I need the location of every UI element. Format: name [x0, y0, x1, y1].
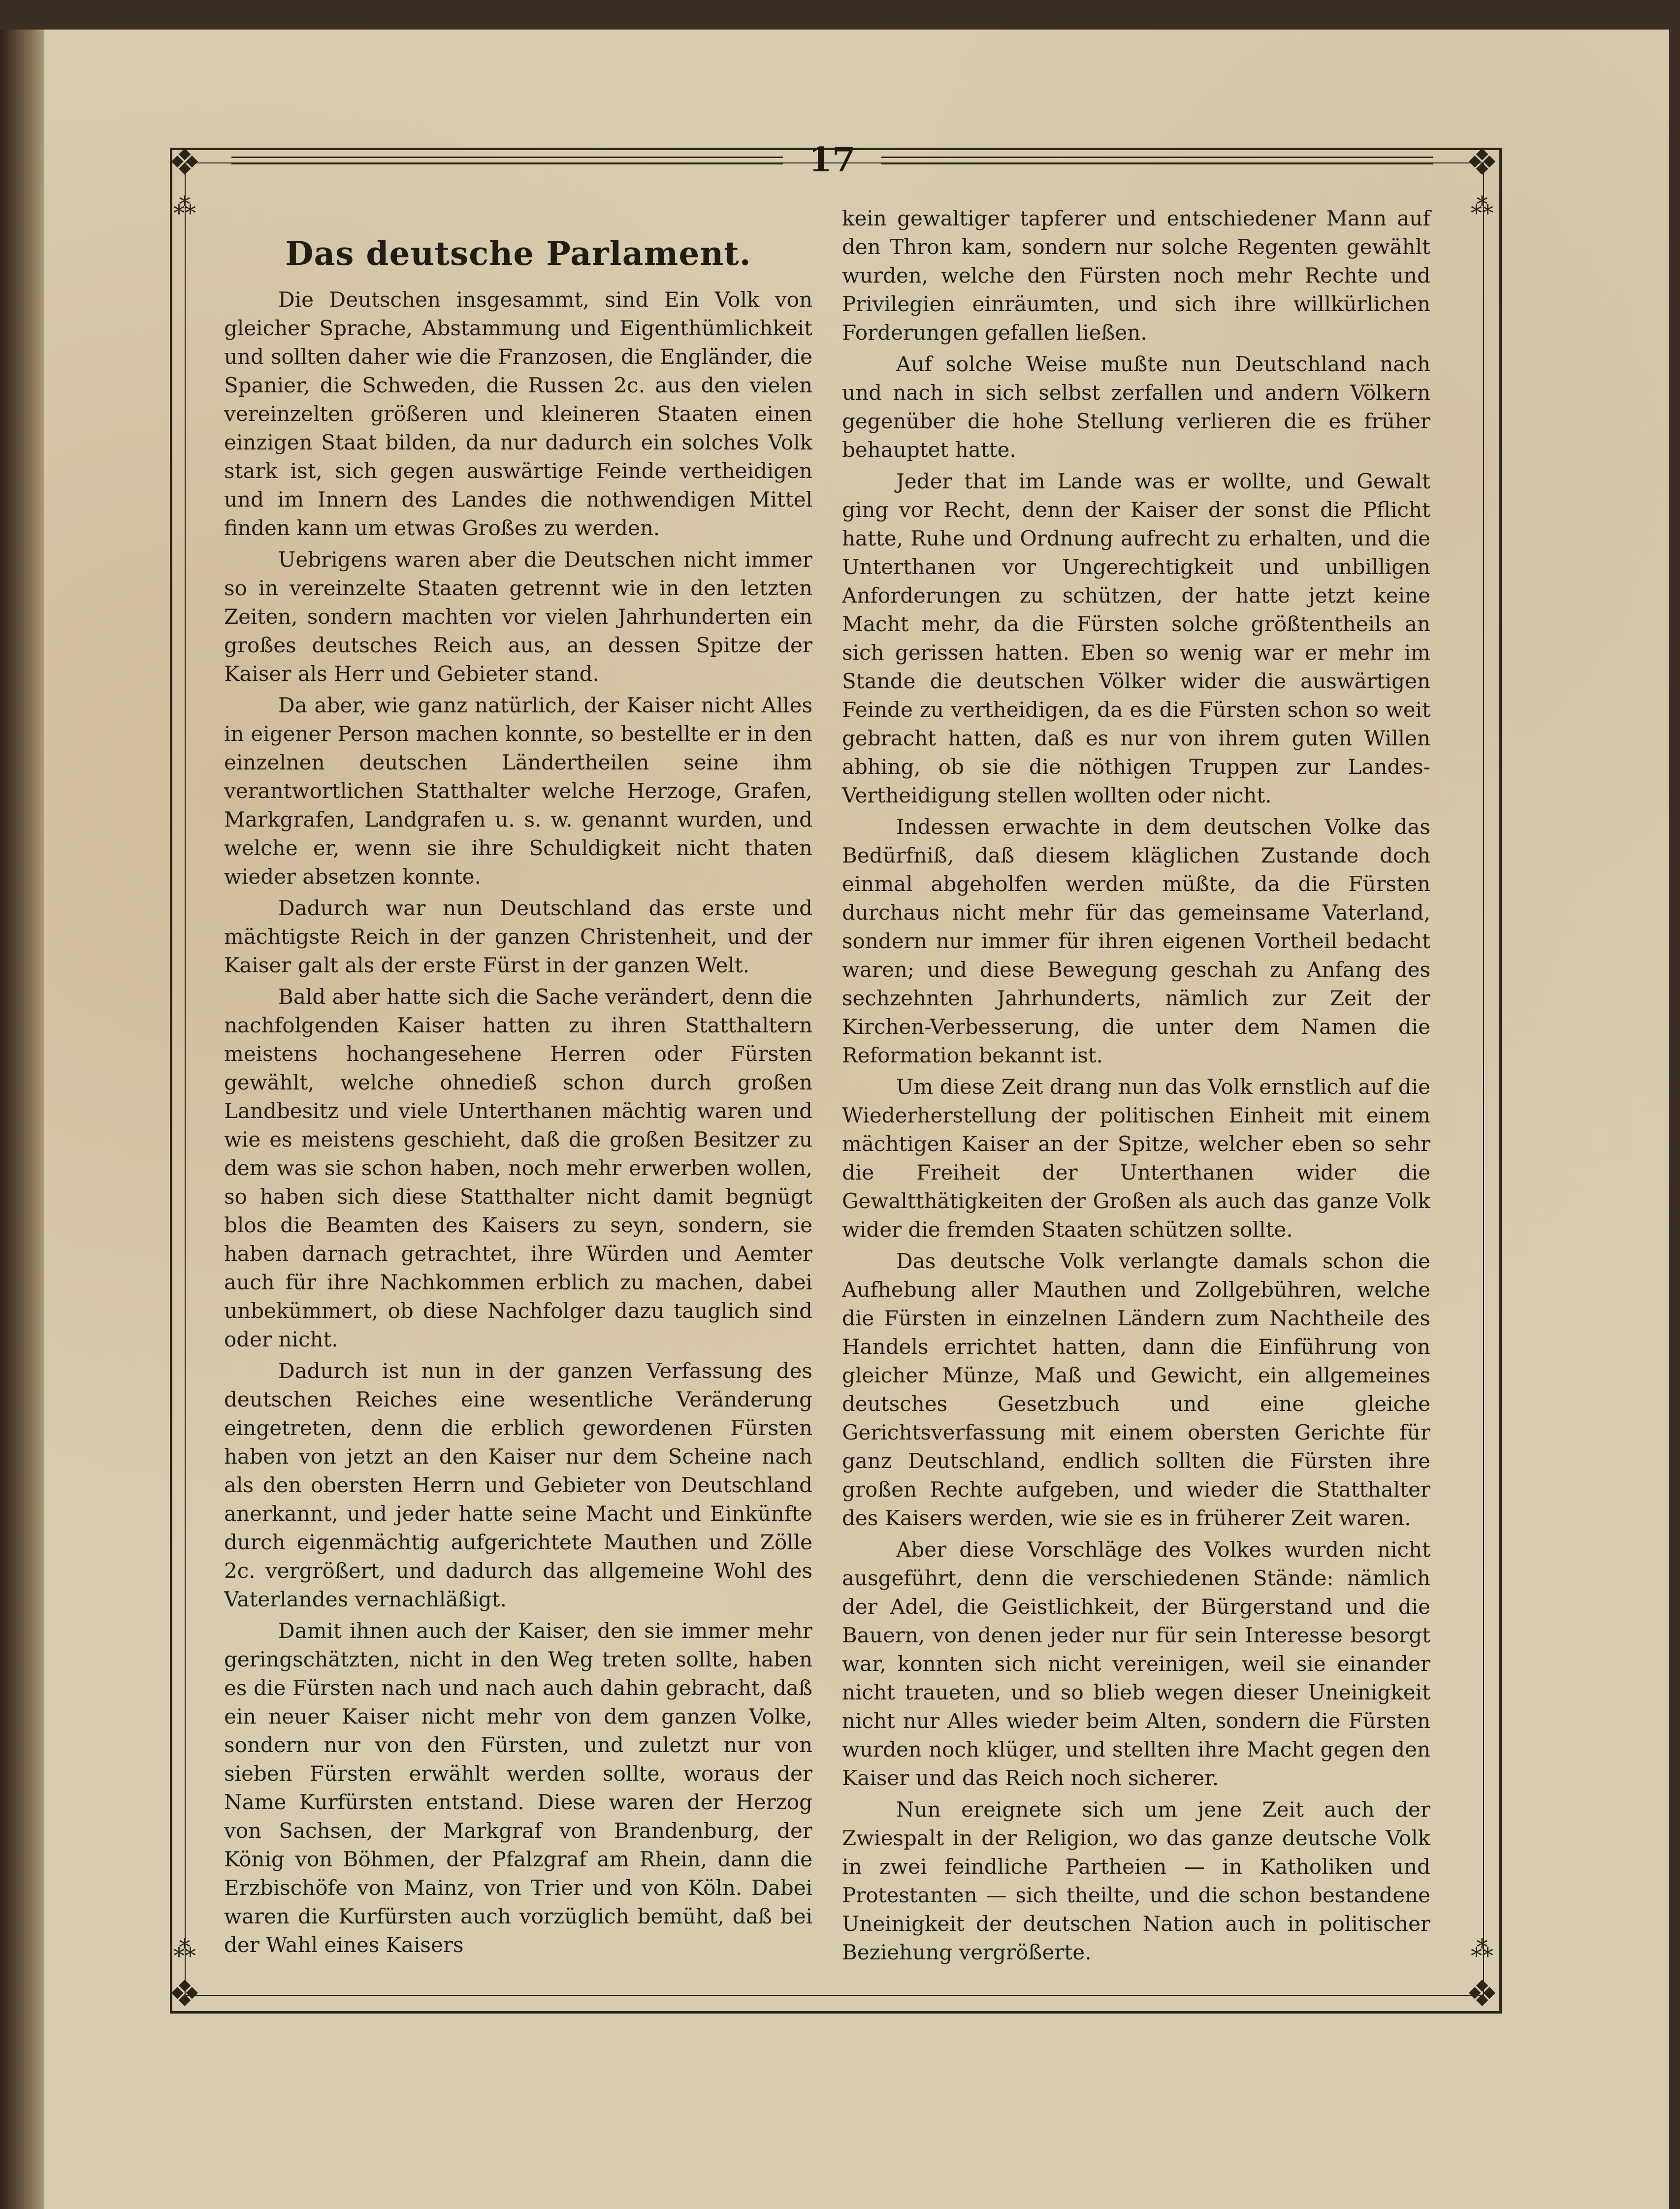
right-column — [842, 204, 1430, 1970]
corner-ornament-icon: ❖ — [1465, 1973, 1499, 2015]
paragraph: Aber diese Vorschläge des Volkes wurden nicht ausgeführt, denn die verschiedenen Stände: nämlich der Adel, die Geistlichkeit, der Bürgerstand und die Bauern, von denen jeder nur für sein Interesse besorgt war, konnten sich nicht vereinigen, weil sie einander nicht traueten, und so blieb wegen dieser Uneinigkeit nicht nur Alles wieder beim Alten, sondern die Fürsten wurden noch klüger, und stellten ihre Macht gegen den Kaiser und das Reich noch sicherer. — [842, 1537, 1430, 1790]
corner-ornament-icon: ❖ — [1465, 141, 1499, 184]
paragraph: Indessen erwachte in dem deutschen Volke das Bedürfniß, daß diesem kläglichen Zustande doch einmal abgeholfen werden müßte, da die Fürsten durchaus nicht mehr für das gemeinsame Vaterland, sondern nur immer für ihren eigenen Vortheil bedacht waren; und diese Bewegung geschah zu Anfang des sechzehnten Jahrhunderts, nämlich zur Zeit der Kirchen-Verbesserung, die unter dem Namen die Reformation bekannt ist. — [842, 815, 1430, 1067]
header-rule-left — [231, 157, 783, 164]
scroll-ornament-icon: ⁂ — [173, 1935, 196, 1962]
paragraph: Die Deutschen insgesammt, sind Ein Volk von gleicher Sprache, Abstammung und Eigenthümlichkeit und sollten daher wie die Franzosen, die Engländer, die Spanier, die Schweden, die Russen 2c. aus den vielen vereinzelten größeren und kleineren Staaten einen einzigen Staat bilden, da nur dadurch ein solches Volk stark ist, sich gegen auswärtige Feinde vertheidigen und im Innern des Landes die nothwendigen Mittel finden kann um etwas Großes zu werden. — [224, 288, 812, 540]
paragraph: Uebrigens waren aber die Deutschen nicht immer so in vereinzelte Staaten getrennt wie in den letzten Zeiten, sondern machten vor vielen Jahrhunderten ein großes deutsches Reich aus, an dessen Spitze der Kaiser als Herr und Gebieter stand. — [224, 547, 812, 686]
paragraph: Dadurch war nun Deutschland das erste und mächtigste Reich in der ganzen Christenheit, und der Kaiser galt als der erste Fürst in der ganzen Welt. — [224, 896, 812, 977]
article-title: Das deutsche Parlament. — [285, 234, 751, 273]
paragraph: Nun ereignete sich um jene Zeit auch der Zwiespalt in der Religion, wo das ganze deutsche Volk in zwei feindliche Partheien — in Katholiken und Protestanten — sich theilte, und die schon bestandene Uneinigkeit der deutschen Nation auch in politischer Beziehung vergrößerte. — [842, 1797, 1430, 1964]
paragraph: Dadurch ist nun in der ganzen Verfassung des deutschen Reiches eine wesentliche Veränderung eingetreten, denn die erblich gewordenen Fürsten haben von jetzt an den Kaiser nur dem Scheine nach als den obersten Herrn und Gebieter von Deutschland anerkannt, und jeder hatte seine Macht und Einkünfte durch eigenmächtig aufgerichtete Mauthen und Zölle 2c. vergrößert, und dadurch das allgemeine Wohl des Vaterlandes vernachläßigt. — [224, 1359, 812, 1611]
scroll-ornament-icon: ⁂ — [173, 192, 196, 219]
paragraph: Jeder that im Lande was er wollte, und Gewalt ging vor Recht, denn der Kaiser der sonst die Pflicht hatte, Ruhe und Ordnung aufrecht zu erhalten, und die Unterthanen vor Ungerechtigkeit und unbilligen Anforderungen zu schützen, der hatte jetzt keine Macht mehr, da die Fürsten solche größtentheils an sich gerissen hatten. Eben so wenig war er mehr im Stande die deutschen Völker wider die auswärtigen Feinde zu vertheidigen, da es die Fürsten schon so weit gebracht hatten, daß es nur von ihrem guten Willen abhing, ob sie die nöthigen Truppen zur Landes-Vertheidigung stellen wollten oder nicht. — [842, 469, 1430, 807]
left-column — [224, 231, 812, 1962]
paragraph: Das deutsche Volk verlangte damals schon die Aufhebung aller Mauthen und Zollgebühren, welche die Fürsten in einzelnen Ländern zum Nachtheile des Handels errichtet hatten, dann die Einführung von gleicher Münze, Maß und Gewicht, ein allgemeines deutsches Gesetzbuch und eine gleiche Gerichtsverfassung mit einem obersten Gerichte für ganz Deutschland, endlich sollten die Fürsten ihre großen Rechte aufgeben, und wieder die Statthalter des Kaisers werden, wie sie es in früherer Zeit waren. — [842, 1249, 1430, 1530]
paragraph: Bald aber hatte sich die Sache verändert, denn die nachfolgenden Kaiser hatten zu ihren Statthaltern meistens hochangesehene Herren oder Fürsten gewählt, welche ohnedieß schon durch großen Landbesitz und viele Unterthanen mächtig waren und wie es meistens geschieht, daß die großen Besitzer zu dem was sie schon haben, noch mehr erwerben wollen, so haben sich diese Statthalter nicht damit begnügt blos die Beamten des Kaisers zu seyn, sondern, sie haben darnach getrachtet, ihre Würden und Aemter auch für ihre Nachkommen erblich zu machen, dabei unbekümmert, ob diese Nachfolger dazu tauglich sind oder nicht. — [224, 985, 812, 1351]
scroll-ornament-icon: ⁂ — [1471, 1935, 1493, 1962]
paragraph: Damit ihnen auch der Kaiser, den sie immer mehr geringschätzten, nicht in den Weg treten sollte, haben es die Fürsten nach und nach auch dahin gebracht, daß ein neuer Kaiser nicht mehr von dem ganzen Volke, sondern nur von den Fürsten, und zuletzt nur von sieben Fürsten erwählt werden sollte, woraus der Name Kurfürsten entstand. Diese waren der Herzog von Sachsen, der Markgraf von Brandenburg, der König von Böhmen, der Pfalzgraf am Rhein, dann die Erzbischöfe von Mainz, von Trier und von Köln. Dabei waren die Kurfürsten auch vorzüglich bemüht, daß bei der Wahl eines Kaisers — [224, 1619, 812, 1957]
scroll-ornament-icon: ⁂ — [1471, 192, 1493, 219]
paragraph: Auf solche Weise mußte nun Deutschland nach und nach in sich selbst zerfallen und andern Völkern gegenüber die hohe Stellung verlieren die es früher behauptet hatte. — [842, 352, 1430, 462]
paragraph: Um diese Zeit drang nun das Volk ernstlich auf die Wiederherstellung der politischen Einheit mit einem mächtigen Kaiser an der Spitze, welcher eben so sehr die Freiheit der Unterthanen wider die Gewaltthätigkeiten der Großen als auch das ganze Volk wider die fremden Staaten schützen sollte. — [842, 1075, 1430, 1242]
paragraph-continuation: kein gewaltiger tapferer und entschiedener Mann auf den Thron kam, sondern nur solche Regenten gewählt wurden, welche den Fürsten noch mehr Rechte und Privilegien einräumten, und sich ihre willkürlichen Forderungen gefallen ließen. — [842, 206, 1430, 345]
corner-ornament-icon: ❖ — [168, 141, 201, 184]
header-rule-right — [881, 157, 1433, 164]
paragraph: Da aber, wie ganz natürlich, der Kaiser nicht Alles in eigener Person machen konnte, so bestellte er in den einzelnen deutschen Ländertheilen seine ihm verantwortlichen Statthalter welche Herzoge, Grafen, Markgrafen, Landgrafen u. s. w. genannt wurden, und welche er, wenn sie ihre Schuldigkeit nicht thaten wieder absetzen konnte. — [224, 693, 812, 889]
page-number: 17 — [808, 140, 856, 180]
corner-ornament-icon: ❖ — [168, 1973, 201, 2015]
